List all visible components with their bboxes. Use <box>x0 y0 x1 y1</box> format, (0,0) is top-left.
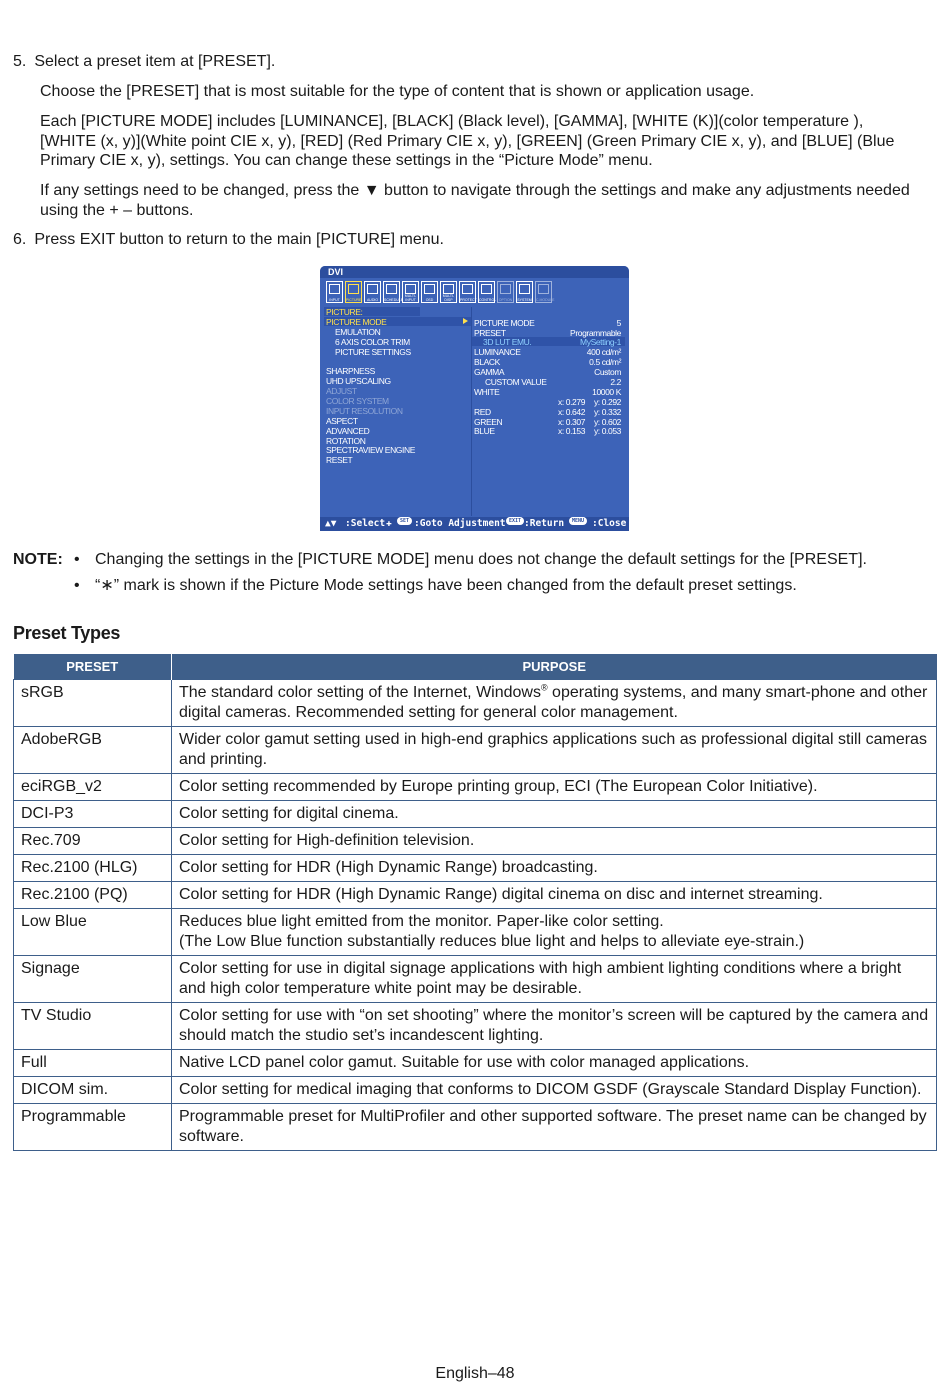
preset-cell: eciRGB_v2 <box>14 774 172 801</box>
table-row <box>14 855 937 882</box>
audio-icon[interactable]: AUDIO <box>364 281 381 303</box>
osd-right-value-custom-value: 2.2 <box>610 377 621 387</box>
osd-menu-title: PICTURE: <box>326 307 363 317</box>
osd-right-label-luminance[interactable]: LUMINANCE <box>474 347 521 357</box>
purpose-cell: Color setting for use in digital signage applications with high ambient lighting conditions where a bright and high color temperature white point may be desirable. <box>172 956 937 1003</box>
osd-left-item-emulation[interactable]: EMULATION <box>335 327 381 337</box>
note-label: NOTE: <box>13 551 63 568</box>
preset-cell: DICOM sim. <box>14 1077 172 1104</box>
osd-left-item-picture-mode[interactable]: PICTURE MODE <box>326 317 387 327</box>
osd-right-value-picture-mode: 5 <box>616 318 621 328</box>
preset-cell: Rec.2100 (PQ) <box>14 882 172 909</box>
osd-green-x: x: 0.307 <box>558 417 586 427</box>
step-5-includes-line-1: Each [PICTURE MODE] includes [LUMINANCE], [BLACK] (Black level), [GAMMA], [WHITE (K)](color temperature ), <box>40 113 864 130</box>
table-header-row <box>14 654 937 680</box>
osd-left-item-adjust: ADJUST <box>326 386 357 396</box>
table-row <box>14 909 937 956</box>
preset-cell: Programmable <box>14 1104 172 1151</box>
osd-title-bar <box>320 266 629 278</box>
table-row <box>14 828 937 855</box>
osd-help-close: :Close <box>592 518 627 529</box>
plus-icon: ✚ <box>386 518 392 529</box>
table-row <box>14 1077 937 1104</box>
osd-left-item-aspect[interactable]: ASPECT <box>326 416 358 426</box>
osd-white-y: y: 0.292 <box>593 397 621 407</box>
table-row <box>14 1050 937 1077</box>
osd-help-goto: :Goto Adjustment <box>414 518 506 529</box>
osd-help-select: :Select <box>345 518 386 529</box>
purpose-cell: Color setting for High-definition television. <box>172 828 937 855</box>
multi-input-icon[interactable]: MULTI-INPUT <box>402 281 419 303</box>
osd-green-y: y: 0.602 <box>593 417 621 427</box>
table-row <box>14 882 937 909</box>
osd-right-value-white: 10000 K <box>592 387 621 397</box>
table-row <box>14 801 937 828</box>
osd-left-item-color-system: COLOR SYSTEM <box>326 396 389 406</box>
preset-cell: DCI-P3 <box>14 801 172 828</box>
picture-icon[interactable]: PICTURE <box>345 281 362 303</box>
osd-white-x: x: 0.279 <box>558 397 586 407</box>
osd-right-label-red[interactable]: RED <box>474 407 491 417</box>
osd-left-item-reset[interactable]: RESET <box>326 455 353 465</box>
table-row <box>14 680 937 727</box>
step-5-adjust-line-1: If any settings need to be changed, press the ▼ button to navigate through the settings and make any adjustments needed <box>40 182 910 199</box>
osd-red-y: y: 0.332 <box>593 407 621 417</box>
purpose-cell: Color setting for medical imaging that conforms to DICOM GSDF (Grayscale Standard Display Function). <box>172 1077 937 1104</box>
preset-cell: Signage <box>14 956 172 1003</box>
osd-red-x: x: 0.642 <box>558 407 586 417</box>
option-icon[interactable]: OPTION <box>497 281 514 303</box>
purpose-cell: Color setting for HDR (High Dynamic Range) digital cinema on disc and internet streaming. <box>172 882 937 909</box>
purpose-cell: Color setting recommended by Europe printing group, ECI (The European Color Initiative). <box>172 774 937 801</box>
preset-cell: Full <box>14 1050 172 1077</box>
purpose-cell: Native LCD panel color gamut. Suitable for use with color managed applications. <box>172 1050 937 1077</box>
table-row <box>14 774 937 801</box>
osd-left-item-rotation[interactable]: ROTATION <box>326 436 366 446</box>
purpose-cell: Color setting for digital cinema. <box>172 801 937 828</box>
osd-source-label: DVI <box>328 267 344 277</box>
osd-right-label-blue[interactable]: BLUE <box>474 426 495 436</box>
control-icon[interactable]: CONTROL <box>478 281 495 303</box>
preset-cell: Low Blue <box>14 909 172 956</box>
osd-left-item-spectraview[interactable]: SPECTRAVIEW ENGINE <box>326 445 415 455</box>
note-item-2: “∗” mark is shown if the Picture Mode settings have been changed from the default preset settings. <box>95 577 797 594</box>
osd-blue-x: x: 0.153 <box>558 426 586 436</box>
purpose-cell: The standard color setting of the Internet, Windows® operating systems, and many smart-phone and other digital cameras. Recommended setting for general color management. <box>172 680 937 727</box>
table-row <box>14 956 937 1003</box>
osd-right-value-black: 0.5 cd/m² <box>589 357 621 367</box>
page-footer: English–48 <box>435 1365 515 1382</box>
osd-right-value-3dlut: MySetting-1 <box>580 337 621 347</box>
preset-cell: sRGB <box>14 680 172 727</box>
osd-icon-row <box>326 281 555 305</box>
compute-module-icon[interactable]: C.MODULE <box>535 281 552 303</box>
osd-right-value-gamma: Custom <box>594 367 621 377</box>
protect-icon[interactable]: PROTECT <box>459 281 476 303</box>
purpose-cell: Reduces blue light emitted from the monitor. Paper-like color setting. (The Low Blue function substantially reduces blue light and helps to alleviate eye-strain.) <box>172 909 937 956</box>
note-bullet-2: • <box>74 577 80 594</box>
osd-left-item-sharpness[interactable]: SHARPNESS <box>326 366 375 376</box>
section-title: Preset Types <box>13 623 121 643</box>
osd-right-label-white[interactable]: WHITE <box>474 387 500 397</box>
osd-right-label-preset[interactable]: PRESET <box>474 328 506 338</box>
osd-right-label-green[interactable]: GREEN <box>474 417 503 427</box>
step-5-adjust-line-2: using the + – buttons. <box>40 202 194 219</box>
step-6: 6. Press EXIT button to return to the main [PICTURE] menu. <box>13 231 444 248</box>
purpose-cell: Color setting for HDR (High Dynamic Range) broadcasting. <box>172 855 937 882</box>
chevron-right-icon <box>463 318 468 324</box>
system-icon[interactable]: SYSTEM <box>516 281 533 303</box>
preset-cell: TV Studio <box>14 1003 172 1050</box>
step-5-includes-line-3: Primary CIE x, y), settings. You can change these settings in the “Picture Mode” menu. <box>40 152 653 169</box>
osd-right-label-black[interactable]: BLACK <box>474 357 500 367</box>
osd-icon[interactable]: OSD <box>421 281 438 303</box>
osd-left-item-uhd-upscaling[interactable]: UHD UPSCALING <box>326 376 391 386</box>
osd-right-value-luminance: 400 cd/m² <box>586 347 621 357</box>
step-5-includes-line-2: [WHITE (x, y)](White point CIE x, y), [RED] (Red Primary CIE x, y), [GREEN] (Green Primary CIE x, y), and [BLUE] (Blue <box>40 133 895 150</box>
multi-disp-icon[interactable]: MULTI-DISP <box>440 281 457 303</box>
osd-right-value-preset: Programmable <box>570 328 621 338</box>
osd-left-item-picture-settings[interactable]: PICTURE SETTINGS <box>335 347 411 357</box>
osd-right-label-gamma[interactable]: GAMMA <box>474 367 505 377</box>
osd-left-item-advanced[interactable]: ADVANCED <box>326 426 370 436</box>
osd-divider <box>471 307 472 516</box>
purpose-cell: Color setting for use with “on set shooting” where the monitor’s screen will be captured by the camera and should match the studio set’s incandescent lighting. <box>172 1003 937 1050</box>
purpose-cell: Programmable preset for MultiProfiler and other supported software. The preset name can be changed by software. <box>172 1104 937 1151</box>
schedule-icon[interactable]: SCHEDULE <box>383 281 400 303</box>
up-down-icon: ▲▼ <box>325 518 337 529</box>
note-bullet-1: • <box>74 551 80 568</box>
preset-cell: Rec.709 <box>14 828 172 855</box>
osd-right-label-3dlut[interactable]: 3D LUT EMU. <box>483 337 532 347</box>
header-preset: PRESET <box>14 654 172 680</box>
header-purpose: PURPOSE <box>172 654 937 680</box>
osd-right-label-custom-value[interactable]: CUSTOM VALUE <box>485 377 547 387</box>
osd-left-item-input-resolution: INPUT RESOLUTION <box>326 406 403 416</box>
table-row <box>14 727 937 774</box>
preset-cell: AdobeRGB <box>14 727 172 774</box>
note-item-1: Changing the settings in the [PICTURE MODE] menu does not change the default settings for the [PRESET]. <box>95 551 867 568</box>
table-row <box>14 1003 937 1050</box>
preset-cell: Rec.2100 (HLG) <box>14 855 172 882</box>
step-5: 5. Select a preset item at [PRESET]. <box>13 53 276 70</box>
purpose-cell: Wider color gamut setting used in high-end graphics applications such as professional digital still cameras and printing. <box>172 727 937 774</box>
osd-help-bar: ▲▼ :Select ✚ SET :Goto Adjustment EXIT :Return MENU :Close <box>320 517 629 531</box>
osd-left-item-6axis[interactable]: 6 AXIS COLOR TRIM <box>335 337 410 347</box>
osd-help-return: :Return <box>524 518 565 529</box>
preset-types-table <box>13 654 937 1151</box>
osd-menu-screenshot <box>320 266 629 531</box>
osd-blue-y: y: 0.053 <box>593 426 621 436</box>
osd-right-label-picture-mode: PICTURE MODE <box>474 318 535 328</box>
input-icon[interactable]: INPUT <box>326 281 343 303</box>
table-row <box>14 1104 937 1151</box>
step-5-choose-text: Choose the [PRESET] that is most suitable for the type of content that is shown or application usage. <box>40 83 755 100</box>
